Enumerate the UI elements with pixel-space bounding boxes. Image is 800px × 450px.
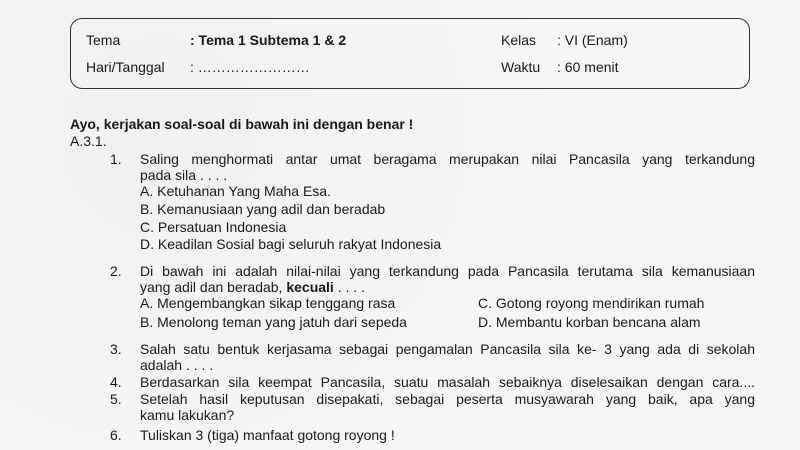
answer-option: C. Persatuan Indonesia bbox=[140, 219, 287, 235]
question-text: Setelah hasil keputusan disepakati, sebagai peserta musyawarah yang baik, apa yang bbox=[140, 391, 755, 407]
keyword-kecuali: kecuali bbox=[286, 279, 334, 295]
header-info-box bbox=[70, 18, 750, 89]
answer-option: A. Mengembangkan sikap tenggang rasa bbox=[140, 295, 396, 311]
question-number: 6. bbox=[110, 427, 122, 443]
answer-option: B. Kemanusiaan yang adil dan beradab bbox=[140, 201, 386, 217]
tanggal-value: : …………………… bbox=[190, 59, 310, 75]
answer-option: B. Menolong teman yang jatuh dari sepeda bbox=[140, 314, 407, 330]
tema-value: : Tema 1 Subtema 1 & 2 bbox=[190, 32, 347, 48]
answer-option: D. Keadilan Sosial bagi seluruh rakyat Indonesia bbox=[140, 236, 442, 252]
answer-option: A. Ketuhanan Yang Maha Esa. bbox=[140, 183, 331, 199]
question-text-continued bbox=[140, 279, 755, 295]
instruction-heading: Ayo, kerjakan soal-soal di bawah ini dengan benar ! bbox=[70, 116, 414, 132]
question-number: 3. bbox=[110, 341, 122, 357]
question-text: Di bawah ini adalah nilai-nilai yang terkandung pada Pancasila terutama sila kemanusiaan bbox=[140, 263, 755, 279]
section-code: A.3.1. bbox=[70, 133, 107, 149]
question-text: Saling menghormati antar umat beragama merupakan nilai Pancasila yang terkandung bbox=[140, 151, 755, 167]
waktu-label: Waktu bbox=[501, 59, 541, 75]
tanggal-label: Hari/Tanggal bbox=[86, 59, 165, 75]
answer-option: C. Gotong royong mendirikan rumah bbox=[478, 295, 705, 311]
waktu-value: : 60 menit bbox=[557, 59, 619, 75]
question-text-continued: adalah . . . . bbox=[140, 357, 214, 373]
question-text: Salah satu bentuk kerjasama sebagai pengamalan Pancasila sila ke- 3 yang ada di sekolah bbox=[140, 341, 755, 357]
question-number: 4. bbox=[110, 374, 122, 390]
kelas-label: Kelas bbox=[501, 32, 537, 48]
kelas-value: : VI (Enam) bbox=[557, 32, 628, 48]
question-text-plain: yang adil dan beradab, bbox=[140, 279, 287, 295]
question-text-ellipsis: . . . . bbox=[333, 279, 365, 295]
answer-option: D. Membantu korban bencana alam bbox=[478, 314, 701, 330]
question-number: 1. bbox=[110, 151, 122, 167]
question-number: 5. bbox=[110, 391, 122, 407]
question-text-continued: kamu lakukan? bbox=[140, 407, 235, 423]
question-number: 2. bbox=[110, 263, 122, 279]
question-text-continued: pada sila . . . . bbox=[140, 167, 228, 183]
tema-label: Tema bbox=[86, 32, 121, 48]
question-text: Berdasarkan sila keempat Pancasila, suatu masalah sebaiknya diselesaikan dengan cara.... bbox=[140, 374, 755, 390]
question-text: Tuliskan 3 (tiga) manfaat gotong royong ! bbox=[140, 427, 395, 443]
